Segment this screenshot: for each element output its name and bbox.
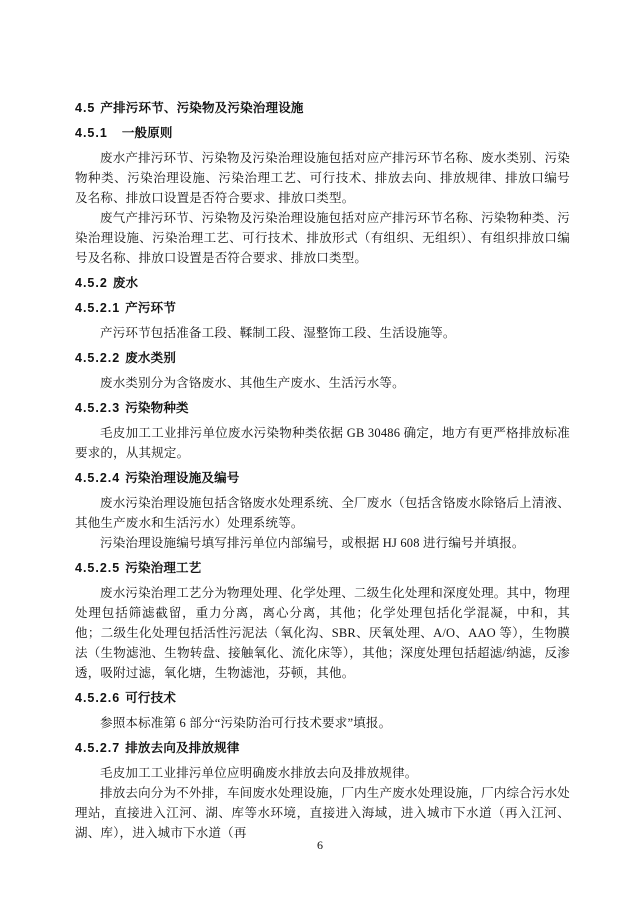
paragraph-treatment-processes: 废水污染治理工艺分为物理处理、化学处理、二级生化处理和深度处理。其中，物理处理包括筛滤截留，重力分离，离心分离，其他；化学处理包括化学混凝，中和，其他；二级生化处理包括活性污泥法（氧化沟、SBR、厌氧处理、A/O、AAO 等），生物膜法（生物滤池、生物转盘、接触氧化、流化床等），其他；深度处理包括超滤/纳滤，反渗透，吸附过滤，氧化塘，生物滤池，芬顿，其他。 (75, 586, 570, 680)
heading-number: 4.5.2.2 (75, 351, 121, 365)
heading-4-5-2-3 (75, 398, 570, 418)
heading-number: 4.5.1 (75, 126, 108, 140)
paragraph-waste-gas-general: 废气产排污环节、污染物及污染治理设施包括对应产排污环节名称、污染物种类、污染治理设施、污染治理工艺、可行技术、排放形式（有组织、无组织）、有组织排放口编号及名称、排放口设置是否符合要求、排放口类型。 (75, 211, 570, 265)
heading-title: 可行技术 (125, 691, 177, 705)
heading-number: 4.5.2.7 (75, 741, 121, 755)
paragraph-wastewater-categories: 废水类别分为含铬废水、其他生产废水、生活污水等。 (100, 376, 405, 390)
heading-title: 产污环节 (125, 301, 177, 315)
paragraph-wastewater-general: 废水产排污环节、污染物及污染治理设施包括对应产排污环节名称、废水类别、污染物种类、污染治理设施、污染治理工艺、可行技术、排放去向、排放规律、排放口编号及名称、排放口设置是否符合要求、排放口类型。 (75, 151, 570, 205)
heading-title: 污染治理工艺 (125, 561, 202, 575)
heading-title: 污染物种类 (125, 401, 189, 415)
heading-title: 废水 (112, 276, 139, 290)
heading-title: 污染治理设施及编号 (125, 471, 240, 485)
paragraph-treatment-facilities: 废水污染治理设施包括含铬废水处理系统、全厂废水（包括含铬废水除铬后上清液、其他生产废水和生活污水）处理系统等。 (75, 496, 570, 530)
page-number: 6 (317, 838, 323, 852)
heading-number: 4.5.2.5 (75, 561, 121, 575)
heading-number: 4.5.2.1 (75, 301, 121, 315)
heading-4-5-2-2 (75, 348, 570, 368)
paragraph-feasible-technology: 参照本标准第 6 部分“污染防治可行技术要求”填报。 (100, 716, 392, 730)
heading-title: 废水类别 (125, 351, 177, 365)
paragraph-pollutant-types: 毛皮加工工业排污单位废水污染物种类依据 GB 30486 确定，地方有更严格排放标准要求的，从其规定。 (75, 426, 570, 460)
heading-4-5-2 (75, 273, 570, 293)
heading-title: 产排污环节、污染物及污染治理设施 (100, 101, 304, 115)
heading-4-5 (75, 98, 570, 118)
heading-number: 4.5 (75, 101, 96, 115)
heading-number: 4.5.2.3 (75, 401, 121, 415)
heading-4-5-2-5 (75, 558, 570, 578)
paragraph-discharge-destinations: 排放去向分为不外排，车间废水处理设施，厂内生产废水处理设施，厂内综合污水处理站，直接进入江河、湖、库等水环境，直接进入海域，进入城市下水道（再入江河、湖、库），进入城市下水道（再 (75, 786, 570, 840)
heading-4-5-2-7 (75, 738, 570, 758)
heading-4-5-2-6 (75, 688, 570, 708)
heading-4-5-2-1 (75, 298, 570, 318)
heading-number: 4.5.2 (75, 276, 108, 290)
heading-title: 排放去向及排放规律 (125, 741, 240, 755)
heading-number: 4.5.2.6 (75, 691, 121, 705)
heading-4-5-1 (75, 123, 570, 143)
page-content (75, 93, 570, 843)
paragraph-facility-numbering: 污染治理设施编号填写排污单位内部编号，或根据 HJ 608 进行编号并填报。 (100, 536, 525, 550)
heading-number: 4.5.2.4 (75, 471, 121, 485)
paragraph-pollution-stages: 产污环节包括准备工段、鞣制工段、湿整饰工段、生活设施等。 (100, 326, 456, 340)
paragraph-discharge-direction-intro: 毛皮加工工业排污单位应明确废水排放去向及排放规律。 (100, 766, 418, 780)
heading-title: 一般原则 (121, 126, 173, 140)
heading-4-5-2-4 (75, 468, 570, 488)
